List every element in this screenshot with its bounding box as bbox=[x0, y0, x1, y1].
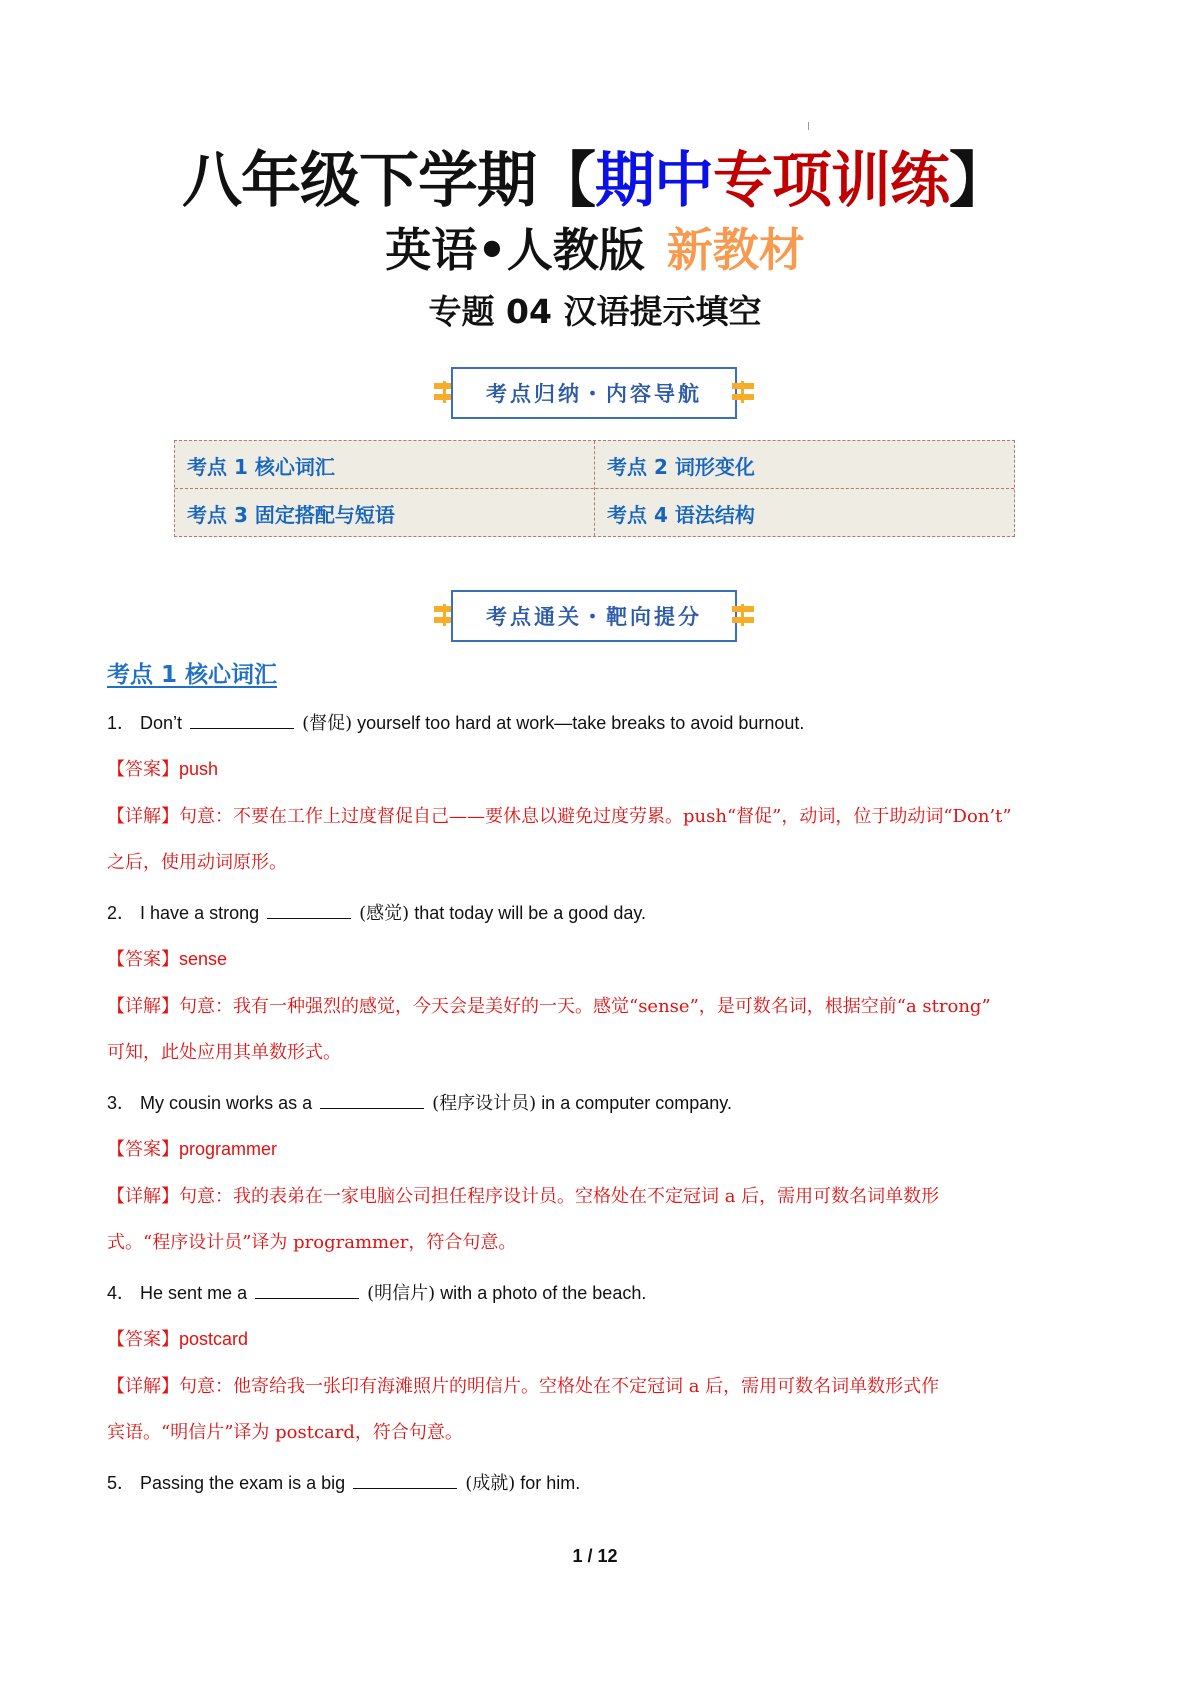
explain-text: 句意：不要在工作上过度督促自己——要休息以避免过度劳累。push“督促”，动词，位于助动词“Don’t” bbox=[179, 806, 1012, 827]
question-number: 2． bbox=[107, 903, 136, 923]
answer-label: 【答案】 bbox=[107, 1329, 179, 1350]
answer-label: 【答案】 bbox=[107, 1139, 179, 1160]
title-red-part: 专项训练 bbox=[713, 146, 949, 216]
question-2 bbox=[107, 900, 646, 926]
answer-value: programmer bbox=[179, 1139, 278, 1159]
explanation-2-line-2: 可知，此处应用其单数形式。 bbox=[107, 1042, 341, 1063]
question-number: 1． bbox=[107, 713, 136, 733]
question-text-after: that today will be a good day. bbox=[414, 903, 647, 923]
subtitle-accent: 新教材 bbox=[666, 223, 805, 277]
answer-blank[interactable] bbox=[267, 900, 351, 919]
right-bar-icon bbox=[732, 604, 754, 626]
explain-label: 【详解】 bbox=[107, 1186, 179, 1207]
answer-label: 【答案】 bbox=[107, 949, 179, 970]
answer-label: 【答案】 bbox=[107, 759, 179, 780]
title-prefix: 八年级下学期【 bbox=[182, 146, 595, 216]
question-3 bbox=[107, 1090, 732, 1116]
practice-banner bbox=[434, 590, 754, 642]
question-text-after: yourself too hard at work—take breaks to avoid burnout. bbox=[357, 713, 805, 733]
answer-value: postcard bbox=[179, 1329, 249, 1349]
nav-cell-topic-4[interactable]: 考点 4 语法结构 bbox=[607, 502, 755, 527]
explain-text: 句意：他寄给我一张印有海滩照片的明信片。空格处在不定冠词 a 后，需用可数名词单数形式作 bbox=[179, 1376, 940, 1397]
answer-value: sense bbox=[179, 949, 228, 969]
section-heading[interactable]: 考点 1 核心词汇 bbox=[107, 662, 278, 688]
answer-blank[interactable] bbox=[255, 1280, 359, 1299]
nav-table bbox=[174, 440, 1015, 537]
explanation-1-line-1 bbox=[107, 804, 1012, 829]
answer-blank[interactable] bbox=[353, 1470, 457, 1489]
question-text-after: in a computer company. bbox=[541, 1093, 732, 1113]
explanation-1-line-2: 之后，使用动词原形。 bbox=[107, 852, 287, 873]
explain-label: 【详解】 bbox=[107, 996, 179, 1017]
answer-4 bbox=[107, 1327, 248, 1352]
question-1 bbox=[107, 710, 804, 736]
explanation-3-line-2: 式。“程序设计员”译为 programmer，符合句意。 bbox=[107, 1232, 517, 1253]
page-subtitle bbox=[0, 222, 1190, 278]
explanation-2-line-1 bbox=[107, 994, 991, 1019]
nav-banner bbox=[434, 367, 754, 419]
title-suffix: 】 bbox=[949, 146, 1008, 216]
answer-1 bbox=[107, 757, 218, 782]
page-title bbox=[0, 146, 1190, 216]
header-tick-mark bbox=[808, 122, 809, 130]
explanation-3-line-1 bbox=[107, 1184, 939, 1209]
question-text-before: I have a strong bbox=[140, 903, 260, 923]
subtitle-main: 英语•人教版 bbox=[385, 223, 645, 277]
question-number: 5． bbox=[107, 1473, 136, 1493]
nav-cell-topic-2[interactable]: 考点 2 词形变化 bbox=[607, 454, 755, 479]
answer-2 bbox=[107, 947, 227, 972]
question-number: 4． bbox=[107, 1283, 136, 1303]
answer-3 bbox=[107, 1137, 277, 1162]
explain-label: 【详解】 bbox=[107, 1376, 179, 1397]
question-text-after: for him. bbox=[520, 1473, 581, 1493]
question-text-before: Passing the exam is a big bbox=[140, 1473, 346, 1493]
practice-banner-box bbox=[451, 590, 737, 642]
question-text-before: He sent me a bbox=[140, 1283, 248, 1303]
question-number: 3． bbox=[107, 1093, 136, 1113]
explain-label: 【详解】 bbox=[107, 806, 179, 827]
question-text-before: My cousin works as a bbox=[140, 1093, 313, 1113]
answer-value: push bbox=[179, 759, 219, 779]
title-blue-part: 期中 bbox=[595, 146, 713, 216]
explanation-4-line-2: 宾语。“明信片”译为 postcard，符合句意。 bbox=[107, 1422, 463, 1443]
answer-blank[interactable] bbox=[320, 1090, 424, 1109]
nav-banner-label: 考点归纳・内容导航 bbox=[486, 382, 702, 406]
chinese-hint: (成就) bbox=[465, 1473, 516, 1494]
explain-text: 句意：我有一种强烈的感觉，今天会是美好的一天。感觉“sense”，是可数名词，根据空前“a strong” bbox=[179, 996, 991, 1017]
chinese-hint: (督促) bbox=[302, 713, 353, 734]
practice-banner-label: 考点通关・靶向提分 bbox=[486, 605, 702, 629]
right-bar-icon bbox=[732, 381, 754, 403]
nav-cell-topic-1[interactable]: 考点 1 核心词汇 bbox=[187, 454, 335, 479]
chinese-hint: (程序设计员) bbox=[432, 1093, 537, 1114]
topic-title: 专题 04 汉语提示填空 bbox=[428, 292, 762, 331]
question-5 bbox=[107, 1470, 580, 1496]
nav-banner-box bbox=[451, 367, 737, 419]
explanation-4-line-1 bbox=[107, 1374, 939, 1399]
chinese-hint: (感觉) bbox=[359, 903, 410, 924]
nav-cell-topic-3[interactable]: 考点 3 固定搭配与短语 bbox=[187, 502, 395, 527]
question-text-after: with a photo of the beach. bbox=[440, 1283, 647, 1303]
explain-text: 句意：我的表弟在一家电脑公司担任程序设计员。空格处在不定冠词 a 后，需用可数名词单数形 bbox=[179, 1186, 940, 1207]
question-4 bbox=[107, 1280, 646, 1306]
question-text-before: Don’t bbox=[140, 713, 183, 733]
answer-blank[interactable] bbox=[190, 710, 294, 729]
page-number: 1 / 12 bbox=[572, 1546, 618, 1566]
chinese-hint: (明信片) bbox=[367, 1283, 436, 1304]
